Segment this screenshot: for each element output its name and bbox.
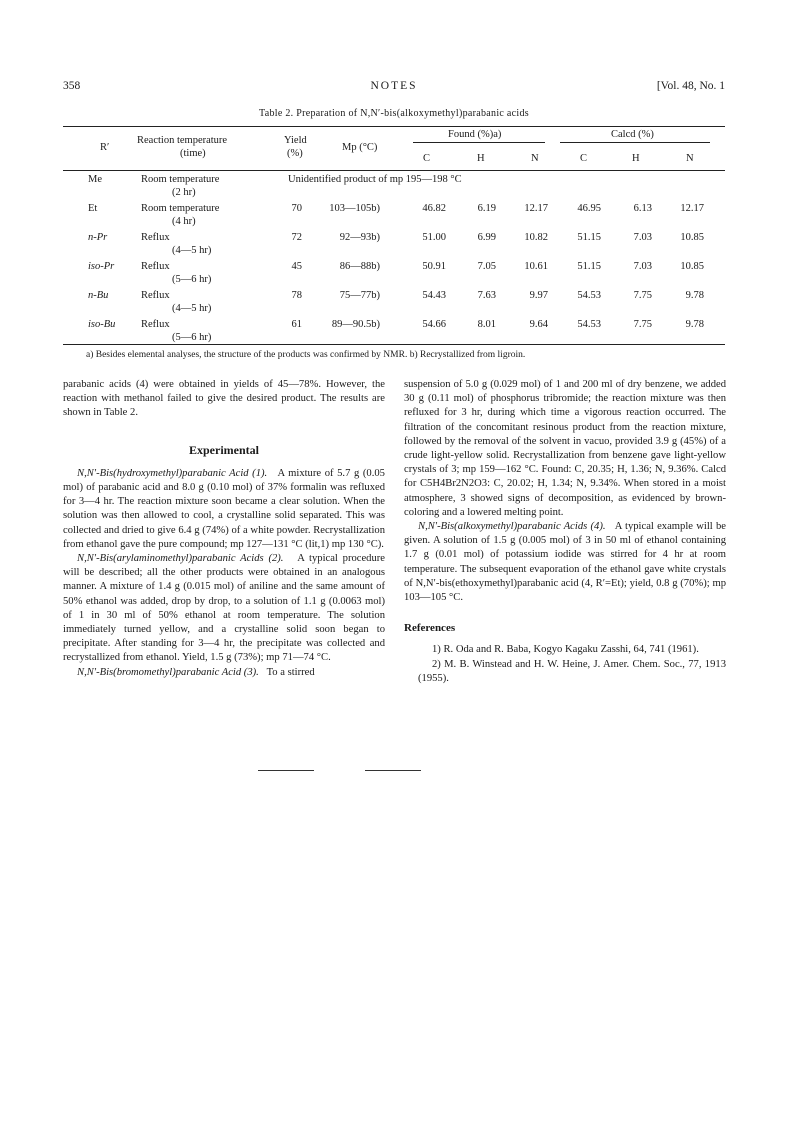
cell-mp: 75—77b) <box>339 290 380 301</box>
cell-time: (4 hr) <box>172 216 196 227</box>
cell-found-c: 54.43 <box>422 290 446 301</box>
cell-found-h: 6.19 <box>477 203 496 214</box>
cell-found-h: 7.63 <box>477 290 496 301</box>
cell-yield: 78 <box>291 290 302 301</box>
cell-r: iso-Bu <box>88 319 116 330</box>
cell-calcd-h: 7.75 <box>633 290 652 301</box>
volume-info: [Vol. 48, No. 1 <box>656 80 725 92</box>
cell-yield: 61 <box>291 319 302 330</box>
cell-mp: 103—105b) <box>329 203 380 214</box>
procedure-title-1: N,N′-Bis(hydroxymethyl)parabanic Acid (1). <box>77 467 268 479</box>
cell-condition: Reflux <box>141 290 170 301</box>
table-caption: Table 2. Preparation of N,N′-bis(alkoxymethyl)parabanic acids <box>259 108 529 119</box>
cell-calcd-n: 12.17 <box>680 203 704 214</box>
cell-calcd-c: 46.95 <box>577 203 601 214</box>
cell-found-n: 10.61 <box>524 261 548 272</box>
cell-note: Unidentified product of mp 195—198 °C <box>288 174 462 185</box>
header-found-c: C <box>423 153 431 164</box>
cell-found-c: 50.91 <box>422 261 446 272</box>
page-number: 358 <box>63 80 81 92</box>
references-heading: References <box>404 622 456 635</box>
cell-condition: Reflux <box>141 261 170 272</box>
header-calcd-c: C <box>580 153 588 164</box>
procedure-body-3: To a stirred <box>266 666 315 678</box>
cell-found-n: 12.17 <box>524 203 548 214</box>
cell-found-n: 10.82 <box>524 232 548 243</box>
cell-r: Me <box>88 174 102 185</box>
reference-1: 1) R. Oda and R. Baba, Kogyo Kagaku Zasshi, 64, 741 (1961). <box>432 644 699 656</box>
end-rule-right <box>365 770 421 771</box>
reference-2: 2) M. B. Winstead and H. W. Heine, J. Amer. Chem. Soc., 77, 1913 (1955). <box>418 658 726 684</box>
header-yield-unit: (%) <box>287 148 303 159</box>
cell-condition: Reflux <box>141 319 170 330</box>
procedure-body-2: A typical procedure will be described; all the other products were obtained in an analogous manner. A mixture of 1.4 g (0.015 mol) of aniline and the same amount of 50% ethanol was added, drop by drop, to a solution of 1.1 g (0.0063 mol) of 1 in 30 ml of 50% ethanol at room temperature. The solution immediately turned yellow, and a crystalline solid soon began to precipitate. After standing for 3—4 hr, the precipitate was collected and recrystallized from ethanol. Yield, 1.5 g (73%); mp 71—74 °C. <box>63 553 385 664</box>
procedure-paragraph-4 <box>404 520 726 605</box>
procedure-title-3: N,N′-Bis(bromomethyl)parabanic Acid (3). <box>77 666 259 678</box>
cell-mp: 89—90.5b) <box>331 319 380 330</box>
left-column <box>63 378 385 680</box>
cell-r: Et <box>88 203 98 214</box>
section-heading-experimental: Experimental <box>189 442 259 457</box>
cell-calcd-n: 10.85 <box>680 261 704 272</box>
cell-r: n-Bu <box>88 290 109 301</box>
cell-mp: 92—93b) <box>339 232 380 243</box>
cell-found-c: 54.66 <box>422 319 446 330</box>
cell-time: (5—6 hr) <box>172 274 212 285</box>
cell-calcd-n: 9.78 <box>685 290 704 301</box>
table-bottom-rule <box>63 344 725 345</box>
end-rule-left <box>258 770 314 771</box>
header-r: R′ <box>100 142 110 153</box>
intro-paragraph: parabanic acids (4) were obtained in yields of 45—78%. However, the reaction with methanol failed to give the desired product. The results are shown in Table 2. <box>63 379 385 419</box>
cell-yield: 45 <box>291 261 302 272</box>
header-reaction-temperature: Reaction temperature <box>137 135 228 146</box>
cell-condition: Reflux <box>141 232 170 243</box>
cell-mp: 86—88b) <box>339 261 380 272</box>
cell-calcd-n: 9.78 <box>685 319 704 330</box>
section-title: NOTES <box>370 80 418 92</box>
cell-condition: Room temperature <box>141 203 220 214</box>
header-calcd-n: N <box>686 153 694 164</box>
cell-time: (5—6 hr) <box>172 332 212 343</box>
table-footnote: a) Besides elemental analyses, the structure of the products was confirmed by NMR. b) Recrystallized from ligroin. <box>86 350 526 360</box>
cell-condition: Room temperature <box>141 174 220 185</box>
cell-calcd-h: 7.75 <box>633 319 652 330</box>
procedure-paragraph-3 <box>63 666 385 680</box>
cell-found-h: 7.05 <box>477 261 496 272</box>
cell-found-n: 9.64 <box>529 319 548 330</box>
cell-calcd-h: 7.03 <box>633 232 652 243</box>
header-yield: Yield <box>284 135 307 146</box>
cell-r: iso-Pr <box>88 261 115 272</box>
cell-found-h: 6.99 <box>477 232 496 243</box>
procedure-body-4: A typical example will be given. A solution of 1.5 g (0.005 mol) of 3 in 50 ml of ethanol containing 1.7 g (0.01 mol) of potassium iodide was stirred for 4 hr at room temperature. The subsequent evaporation of the ethanol gave white crystals of N,N′-bis(ethoxymethyl)parabanic acid (4, R′=Et); yield, 0.8 g (70%); mp 103—105 °C. <box>404 521 726 604</box>
procedure-paragraph-2 <box>63 552 385 666</box>
cell-found-n: 9.97 <box>529 290 548 301</box>
cell-calcd-n: 10.85 <box>680 232 704 243</box>
table-top-rule <box>63 126 725 127</box>
header-reaction-time: (time) <box>180 148 206 159</box>
calcd-span-rule <box>560 142 710 143</box>
continued-paragraph: suspension of 5.0 g (0.029 mol) of 1 and 200 ml of dry benzene, we added 30 g (0.11 mol) of phosphorus tribromide; the reaction mixture was then refluxed for 3 hr, during which time a vigorous reaction occurred. The filtration of the concomitant resinous product from the reaction mixture, followed by the removal of the solvent in vacuo, provided 3.9 g (45%) of a crude light-yellow solid. Recrystallization from benzene gave light-yellow crystals of 3; mp 159—162 °C. Found: C, 20.35; H, 1.36; N, 9.36%. Calcd for C5H4Br2N2O3: C, 20.02; H, 1.34; N, 9.34%. When stored in a moist atmosphere, 3 showed signs of decomposition, as evidenced by brown-coloring and a lowered melting point. <box>404 379 726 518</box>
cell-found-c: 46.82 <box>422 203 446 214</box>
cell-calcd-h: 6.13 <box>633 203 652 214</box>
cell-calcd-h: 7.03 <box>633 261 652 272</box>
header-found-h: H <box>477 153 485 164</box>
procedure-body-1: A mixture of 5.7 g (0.05 mol) of parabanic acid and 8.0 g (0.10 mol) of 37% formalin was refluxed for 3—4 hr. The reaction mixture soon became a clear solution. When the solution was then allowed to cool, a crystalline solid separated. This was collected and dried to give 6.4 g (74%) of a white powder. Recrystallization from ethanol gave the pure compound; mp 127—131 °C (lit,1) mp 130 °C). <box>63 467 385 550</box>
running-header <box>63 80 725 96</box>
header-found-n: N <box>531 153 539 164</box>
cell-r: n-Pr <box>88 232 108 243</box>
cell-calcd-c: 51.15 <box>577 232 601 243</box>
right-column <box>404 378 726 686</box>
cell-calcd-c: 54.53 <box>577 290 601 301</box>
cell-time: (4—5 hr) <box>172 245 212 256</box>
cell-time: (4—5 hr) <box>172 303 212 314</box>
header-calcd-h: H <box>632 153 640 164</box>
cell-calcd-c: 51.15 <box>577 261 601 272</box>
procedure-paragraph-1 <box>63 467 385 552</box>
header-calcd: Calcd (%) <box>611 129 654 140</box>
cell-found-c: 51.00 <box>422 232 446 243</box>
procedure-title-2: N,N′-Bis(arylaminomethyl)parabanic Acids (2). <box>77 553 284 565</box>
cell-calcd-c: 54.53 <box>577 319 601 330</box>
table-header-rule <box>63 170 725 171</box>
header-found: Found (%)a) <box>448 129 502 140</box>
header-mp: Mp (°C) <box>342 142 378 153</box>
found-span-rule <box>413 142 545 143</box>
cell-yield: 72 <box>291 232 302 243</box>
procedure-title-4: N,N′-Bis(alkoxymethyl)parabanic Acids (4). <box>418 521 606 533</box>
cell-found-h: 8.01 <box>477 319 496 330</box>
cell-time: (2 hr) <box>172 187 196 198</box>
cell-yield: 70 <box>291 203 302 214</box>
